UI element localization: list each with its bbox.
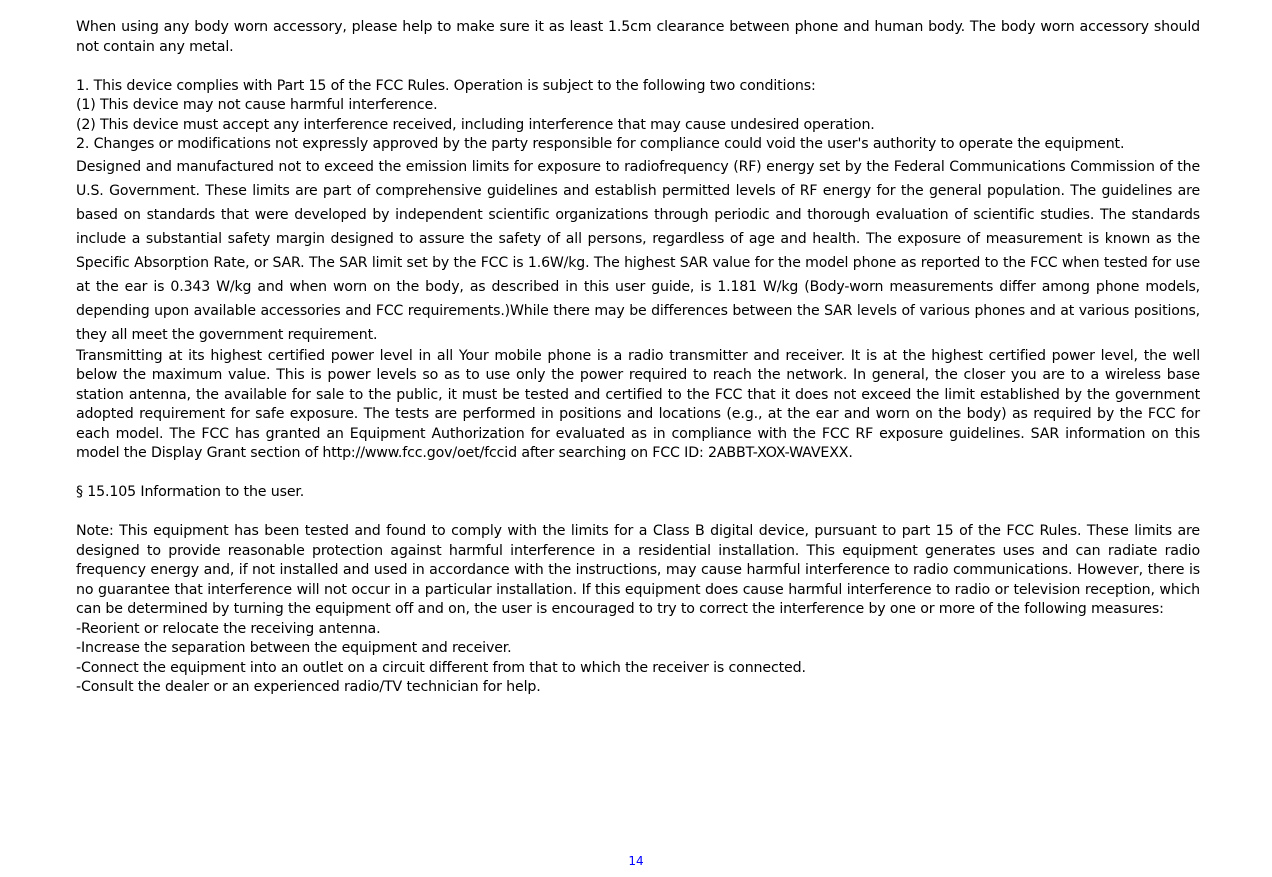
fcc-item-2: 2. Changes or modifications not expressly approved by the party responsible for compliance could void the user's authority to operate the equipment. (76, 136, 1125, 152)
sar-paragraph: Designed and manufactured not to exceed the emission limits for exposure to radiofrequency (RF) energy set by the Federal Communications Commission of the U.S. Government. These limits are part of comprehensive guidelines and establish permitted levels of RF energy for the general population. The guidelines are based on standards that were developed by independent scientific organizations through periodic and thorough evaluation of scientific studies. The standards include a substantial safety margin designed to assure the safety of all persons, regardless of age and health. The exposure of measurement is known as the Specific Absorption Rate, or SAR. The SAR limit set by the FCC is 1.6W/kg. The highest SAR value for the model phone as reported to the FCC when tested for use at the ear is 0.343 W/kg and when worn on the body, as described in this user guide, is 1.181 W/kg (Body-worn measurements differ among phone models, depending upon available accessories and FCC requirements.)While there may be differences between the SAR levels of various phones and at various positions, they all meet the government requirement. (76, 158, 1200, 343)
measure-item: -Reorient or relocate the receiving antenna. (76, 620, 381, 637)
document-page (76, 18, 1200, 698)
spacer (76, 57, 1200, 77)
measure-item: -Increase the separation between the equipment and receiver. (76, 640, 512, 656)
page-number: 14 (628, 854, 644, 868)
fcc-condition-2: (2) This device must accept any interference received, including interference that may cause undesired operation. (76, 116, 875, 133)
note-paragraph: Note: This equipment has been tested and found to comply with the limits for a Class B digital device, pursuant to part 15 of the FCC Rules. These limits are designed to provide reasonable protection against harmful interference in a residential installation. This equipment generates uses and can radiate radio frequency energy and, if not installed and used in accordance with the instructions, may cause harmful interference to radio communications. However, there is no guarantee that interference will not occur in a particular installation. If this equipment does cause harmful interference to radio or television reception, which can be determined by turning the equipment off and on, the user is encouraged to try to correct the interference by one or more of the following measures: (76, 523, 1200, 617)
section-heading: § 15.105 Information to the user. (76, 484, 305, 500)
spacer (76, 464, 1200, 484)
measure-item: -Connect the equipment into an outlet on a circuit different from that to which the receiver is connected. (76, 659, 806, 676)
transmitting-paragraph: Transmitting at its highest certified power level in all Your mobile phone is a radio transmitter and receiver. It is at the highest certified power level, the well below the maximum value. This is power levels so as to use only the power required to reach the network. In general, the closer you are to a wireless base station antenna, the available for sale to the public, it must be tested and certified to the FCC that it does not exceed the limit established by the government adopted requirement for safe exposure. The tests are performed in positions and locations (e.g., at the ear and worn on the body) as required by the FCC for each model. The FCC has granted an Equipment Authorization for evaluated as in compliance with the FCC RF exposure guidelines. SAR information on this model the Display Grant section of http://www.fcc.gov/oet/fccid after searching on FCC ID: 2ABBT-XOX-WAVEXX. (76, 347, 1200, 461)
clearance-note: When using any body worn accessory, please help to make sure it as least 1.5cm clearance between phone and human body. The body worn accessory should not contain any metal. (76, 19, 1200, 55)
fcc-condition-1: (1) This device may not cause harmful interference. (76, 97, 438, 113)
fcc-item-1: 1. This device complies with Part 15 of the FCC Rules. Operation is subject to the following two conditions: (76, 77, 816, 94)
spacer (76, 503, 1200, 523)
measure-item: -Consult the dealer or an experienced radio/TV technician for help. (76, 679, 541, 695)
